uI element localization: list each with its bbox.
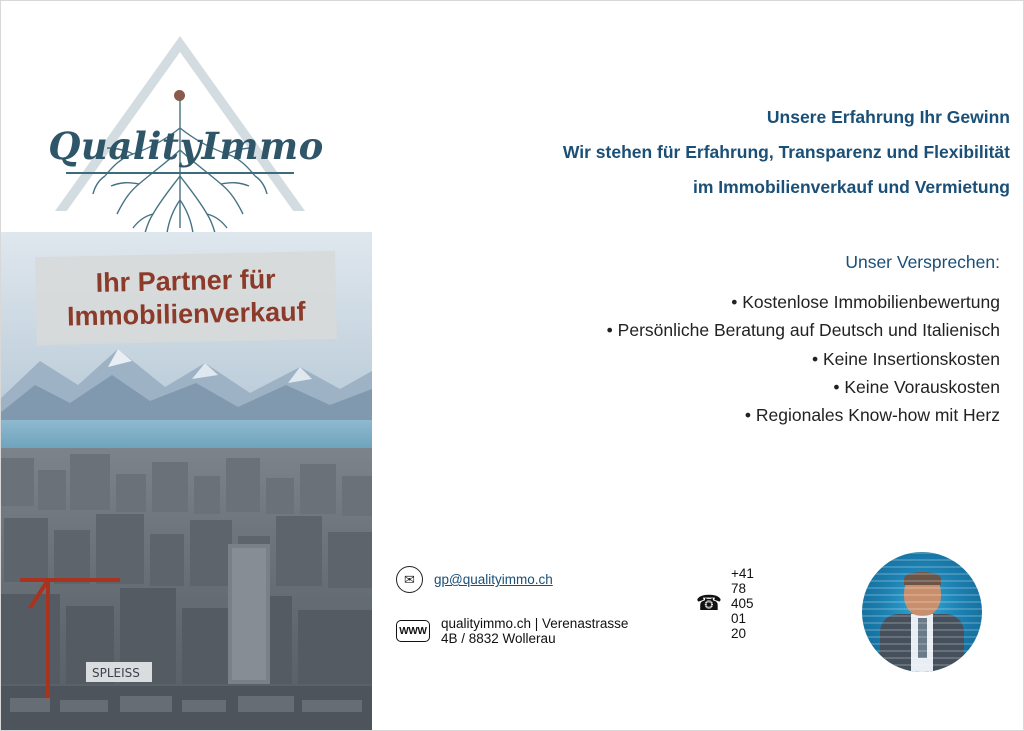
logo-wordmark: QualityImmo xyxy=(48,124,324,168)
contact-email-row[interactable] xyxy=(396,566,553,593)
logo xyxy=(0,28,372,228)
phone-number: +41 78 405 01 20 xyxy=(731,566,754,641)
list-item: • Keine Insertionskosten xyxy=(382,345,1000,373)
contact-phone-row[interactable] xyxy=(696,566,754,641)
avatar-background-stripes xyxy=(862,552,982,672)
svg-text:SPLEISS: SPLEISS xyxy=(92,666,140,680)
contact-block xyxy=(20,558,754,668)
list-item: • Persönliche Beratung auf Deutsch und Italienisch xyxy=(382,316,1000,344)
website-and-address: qualityimmo.ch | Verenastrasse 4B / 8832 Wollerau xyxy=(441,616,629,646)
logo-underline xyxy=(66,172,294,174)
headline-line-2: Wir stehen für Erfahrung, Transparenz und Flexibilität xyxy=(562,142,1010,162)
headline-block xyxy=(382,100,1010,205)
banner-text xyxy=(35,251,337,345)
promise-title: Unser Versprechen: xyxy=(845,252,1000,272)
avatar xyxy=(862,552,982,672)
headline-line-3: im Immobilienverkauf und Vermietung xyxy=(692,177,1010,197)
email-link[interactable]: gp@qualityimmo.ch xyxy=(434,572,553,587)
banner-line-1: Ihr Partner für xyxy=(95,264,276,298)
list-item: • Regionales Know-how mit Herz xyxy=(382,401,1000,429)
www-globe-icon: WWW xyxy=(396,620,430,642)
contact-web-row[interactable] xyxy=(396,616,640,646)
list-item: • Keine Vorauskosten xyxy=(382,373,1000,401)
banner-line-2: Immobilienverkauf xyxy=(66,296,306,332)
phone-icon: ☎ xyxy=(695,592,723,615)
promise-list xyxy=(382,288,1000,430)
envelope-icon: ✉ xyxy=(396,566,423,593)
headline-line-1: Unsere Erfahrung Ihr Gewinn xyxy=(766,107,1010,127)
list-item: • Kostenlose Immobilienbewertung xyxy=(382,288,1000,316)
